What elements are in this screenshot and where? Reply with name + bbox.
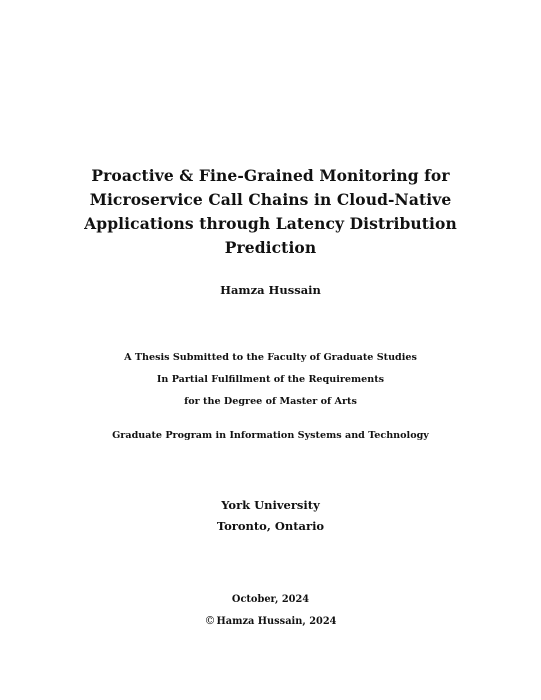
copyright-text: Hamza Hussain, 2024 (216, 616, 337, 627)
submission-date: October, 2024 (231, 594, 310, 605)
university-name: York University (221, 498, 320, 512)
copyright-icon: © (204, 614, 216, 627)
thesis-title-line-3: Applications through Latency Distribution (84, 214, 457, 233)
submission-line-1: A Thesis Submitted to the Faculty of Graduate Studies (124, 352, 417, 363)
submission-line-3: for the Degree of Master of Arts (184, 396, 357, 407)
thesis-title-line-1: Proactive & Fine-Grained Monitoring for (91, 166, 450, 185)
copyright-notice (0, 614, 541, 627)
submission-line-2: In Partial Fulfillment of the Requirements (156, 374, 385, 385)
thesis-title-line-4: Prediction (224, 238, 317, 257)
thesis-title-line-2: Microservice Call Chains in Cloud-Native (89, 190, 452, 209)
graduate-program: Graduate Program in Information Systems and Technology (112, 430, 429, 441)
university-location: Toronto, Ontario (216, 519, 325, 533)
author-name: Hamza Hussain (220, 283, 321, 297)
